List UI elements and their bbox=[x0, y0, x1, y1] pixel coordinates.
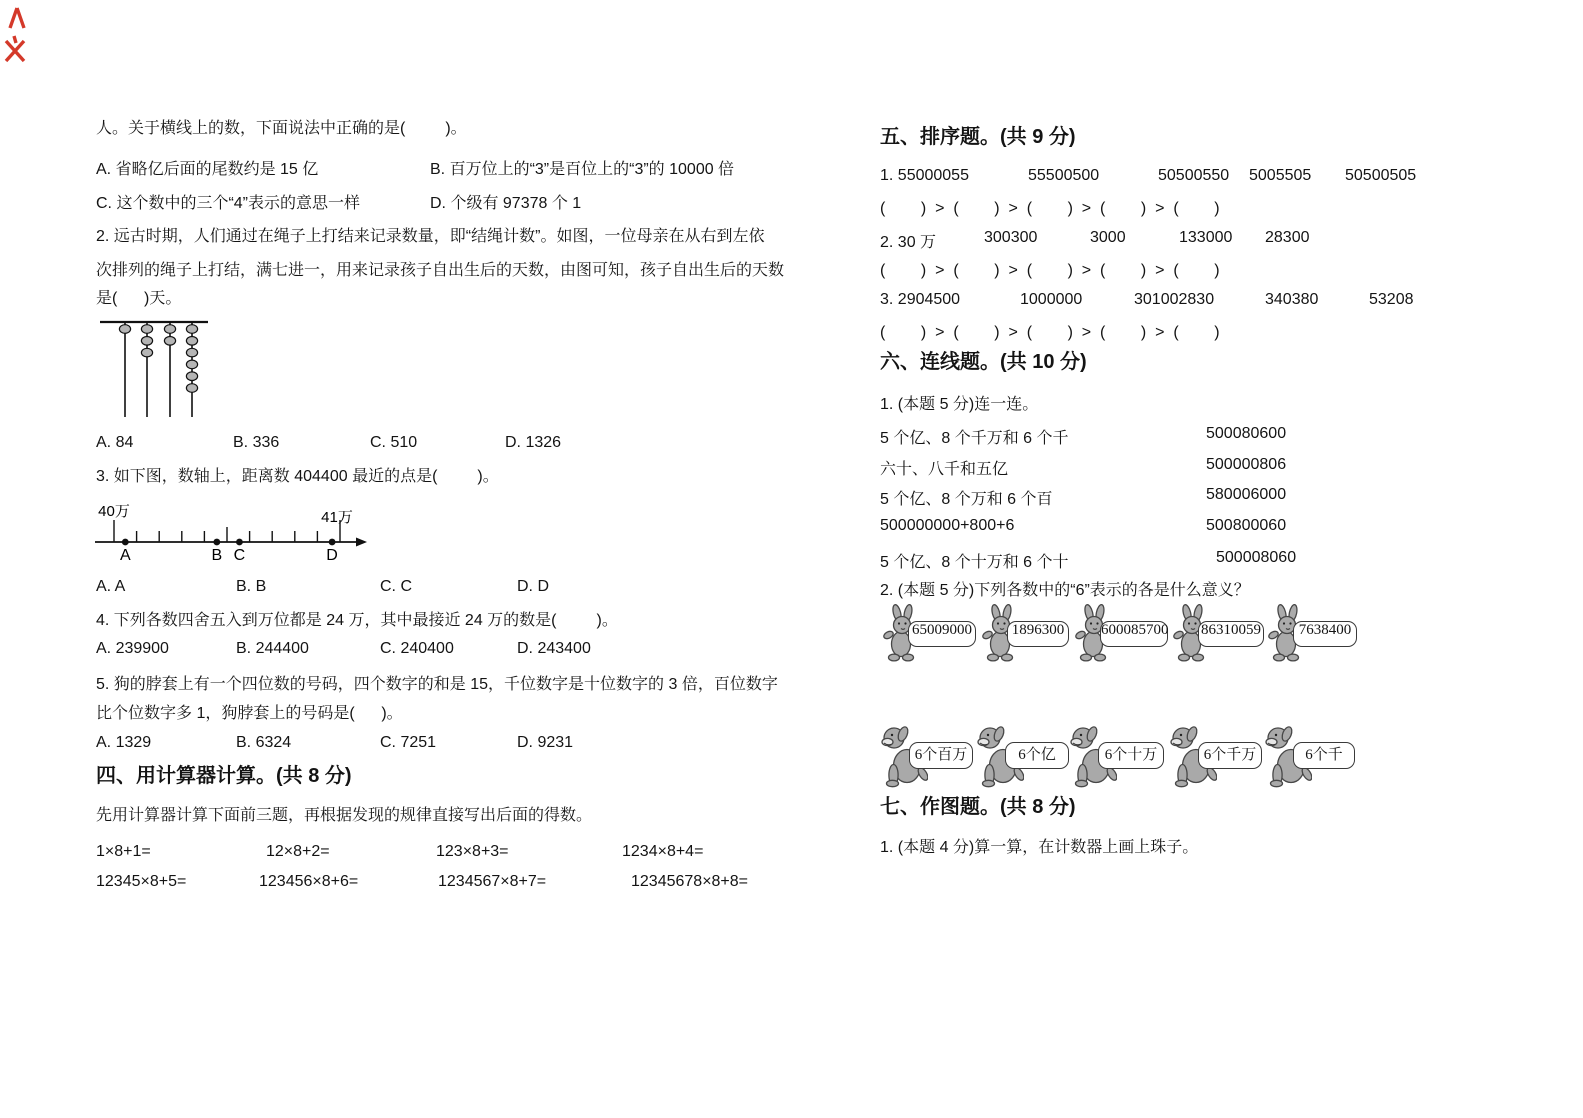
sort-number: 50500550 bbox=[1158, 167, 1230, 184]
rope-counting-figure bbox=[96, 312, 216, 422]
rabbit-number-sign: 65009000 bbox=[908, 621, 976, 647]
q2-option-c: C. 510 bbox=[370, 434, 418, 451]
link-description: 六十、八千和五亿 bbox=[880, 461, 1009, 478]
sort-number: 53208 bbox=[1369, 291, 1414, 308]
q5-option-c: C. 7251 bbox=[380, 734, 437, 751]
q2-text-line3: 是( )天。 bbox=[96, 290, 182, 307]
rabbit-number-sign: 600085700 bbox=[1100, 621, 1168, 647]
sort-row2-answer-blanks: ( ) > ( ) > ( ) > ( ) > ( ) bbox=[880, 262, 1220, 279]
corner-mark-icon bbox=[2, 34, 28, 64]
q3-option-d: D. D bbox=[517, 578, 549, 595]
svg-text:A: A bbox=[119, 547, 131, 564]
section7-title: 七、作图题。(共 8 分) bbox=[880, 796, 1076, 818]
section6-title: 六、连线题。(共 10 分) bbox=[880, 351, 1087, 373]
sort-number: 28300 bbox=[1265, 229, 1310, 246]
link-number: 500080600 bbox=[1206, 425, 1287, 442]
sort-number: 133000 bbox=[1179, 229, 1233, 246]
link-number: 580006000 bbox=[1206, 486, 1287, 503]
q2-option-b: B. 336 bbox=[233, 434, 280, 451]
q1-option-d: D. 个级有 97378 个 1 bbox=[430, 195, 582, 212]
formula: 1234567×8+7= bbox=[438, 873, 547, 890]
q3-stem: 3. 如下图，数轴上，距离数 404400 最近的点是( )。 bbox=[96, 468, 499, 485]
svg-text:D: D bbox=[326, 547, 338, 564]
formula: 1×8+1= bbox=[96, 843, 151, 860]
link-description: 5 个亿、8 个千万和 6 个千 bbox=[880, 430, 1069, 447]
svg-text:C: C bbox=[233, 547, 246, 564]
sort-number: 340380 bbox=[1265, 291, 1319, 308]
sort-number: 3000 bbox=[1090, 229, 1126, 246]
section4-title: 四、用计算器计算。(共 8 分) bbox=[96, 765, 352, 787]
corner-mark-icon bbox=[6, 5, 28, 31]
link-description: 500000000+800+6 bbox=[880, 517, 1015, 534]
draw-question-text: 1. (本题 4 分)算一算，在计数器上画上珠子。 bbox=[880, 839, 1199, 856]
meaning-question-text: 2. (本题 5 分)下列各数中的“6”表示的各是什么意义？ bbox=[880, 582, 1250, 599]
q5-option-d: D. 9231 bbox=[517, 734, 574, 751]
q3-option-b: B. B bbox=[236, 578, 267, 595]
link-number: 500800060 bbox=[1206, 517, 1287, 534]
q5-option-a: A. 1329 bbox=[96, 734, 152, 751]
formula: 12345×8+5= bbox=[96, 873, 187, 890]
sort-number: 50500505 bbox=[1345, 167, 1417, 184]
link-number: 500008060 bbox=[1216, 549, 1297, 566]
dog-label-sign: 6个千万 bbox=[1198, 742, 1262, 769]
sort-number: 300300 bbox=[984, 229, 1038, 246]
q4-option-a: A. 239900 bbox=[96, 640, 169, 657]
sort-row1-answer-blanks: ( ) > ( ) > ( ) > ( ) > ( ) bbox=[880, 200, 1220, 217]
section4-intro: 先用计算器计算下面前三题，再根据发现的规律直接写出后面的得数。 bbox=[96, 807, 593, 824]
q1-option-c: C. 这个数中的三个“4”表示的意思一样 bbox=[96, 195, 361, 212]
rabbit-number-sign: 7638400 bbox=[1293, 621, 1357, 647]
link-description: 5 个亿、8 个十万和 6 个十 bbox=[880, 554, 1069, 571]
formula: 12345678×8+8= bbox=[631, 873, 749, 890]
q3-option-a: A. A bbox=[96, 578, 126, 595]
formula: 1234×8+4= bbox=[622, 843, 704, 860]
sort-number: 2. 30 万 bbox=[880, 234, 937, 251]
sort-number: 1. 55000055 bbox=[880, 167, 969, 184]
formula: 123×8+3= bbox=[436, 843, 509, 860]
dog-label-sign: 6个十万 bbox=[1098, 742, 1164, 769]
rabbit-number-sign: 86310059 bbox=[1198, 621, 1264, 647]
link-description: 5 个亿、8 个万和 6 个百 bbox=[880, 491, 1053, 508]
q4-stem: 4. 下列各数四舍五入到万位都是 24 万，其中最接近 24 万的数是( )。 bbox=[96, 612, 618, 629]
sort-number: 1000000 bbox=[1020, 291, 1083, 308]
q1-option-a: A. 省略亿后面的尾数约是 15 亿 bbox=[96, 161, 319, 178]
svg-text:B: B bbox=[211, 547, 223, 564]
section5-title: 五、排序题。(共 9 分) bbox=[880, 126, 1076, 148]
q5-text-line2: 比个位数字多 1，狗脖套上的号码是( )。 bbox=[96, 705, 403, 722]
q2-text-line2: 次排列的绳子上打结，满七进一，用来记录孩子自出生后的天数，由图可知，孩子自出生后的天数 bbox=[96, 262, 785, 279]
link-question-text: 1. (本题 5 分)连一连。 bbox=[880, 396, 1039, 413]
svg-text:40万: 40万 bbox=[98, 503, 130, 520]
formula: 123456×8+6= bbox=[259, 873, 359, 890]
q1-option-b: B. 百万位上的“3”是百位上的“3”的 10000 倍 bbox=[430, 161, 735, 178]
q4-option-c: C. 240400 bbox=[380, 640, 454, 657]
dog-label-sign: 6个千 bbox=[1293, 742, 1355, 769]
formula: 12×8+2= bbox=[266, 843, 330, 860]
q3-option-c: C. C bbox=[380, 578, 412, 595]
q2-text-line1: 2. 远古时期，人们通过在绳子上打结来记录数量，即“结绳计数”。如图，一位母亲在从右到左依 bbox=[96, 228, 765, 245]
q1-stem: 人。关于横线上的数，下面说法中正确的是( )。 bbox=[96, 120, 467, 137]
dog-label-sign: 6个亿 bbox=[1005, 742, 1069, 769]
q2-option-a: A. 84 bbox=[96, 434, 134, 451]
q5-text-line1: 5. 狗的脖套上有一个四位数的号码，四个数字的和是 15，千位数字是十位数字的 3 倍，百位数字 bbox=[96, 676, 778, 693]
q4-option-d: D. 243400 bbox=[517, 640, 591, 657]
q2-option-d: D. 1326 bbox=[505, 434, 562, 451]
sort-number: 301002830 bbox=[1134, 291, 1215, 308]
q5-option-b: B. 6324 bbox=[236, 734, 292, 751]
sort-number: 5005505 bbox=[1249, 167, 1312, 184]
sort-number: 3. 2904500 bbox=[880, 291, 961, 308]
number-line-figure bbox=[88, 494, 388, 566]
sort-number: 55500500 bbox=[1028, 167, 1100, 184]
dog-label-sign: 6个百万 bbox=[909, 742, 973, 769]
svg-text:41万: 41万 bbox=[321, 509, 353, 526]
link-number: 500000806 bbox=[1206, 456, 1287, 473]
sort-row3-answer-blanks: ( ) > ( ) > ( ) > ( ) > ( ) bbox=[880, 324, 1220, 341]
q4-option-b: B. 244400 bbox=[236, 640, 309, 657]
rabbit-number-sign: 1896300 bbox=[1007, 621, 1069, 647]
